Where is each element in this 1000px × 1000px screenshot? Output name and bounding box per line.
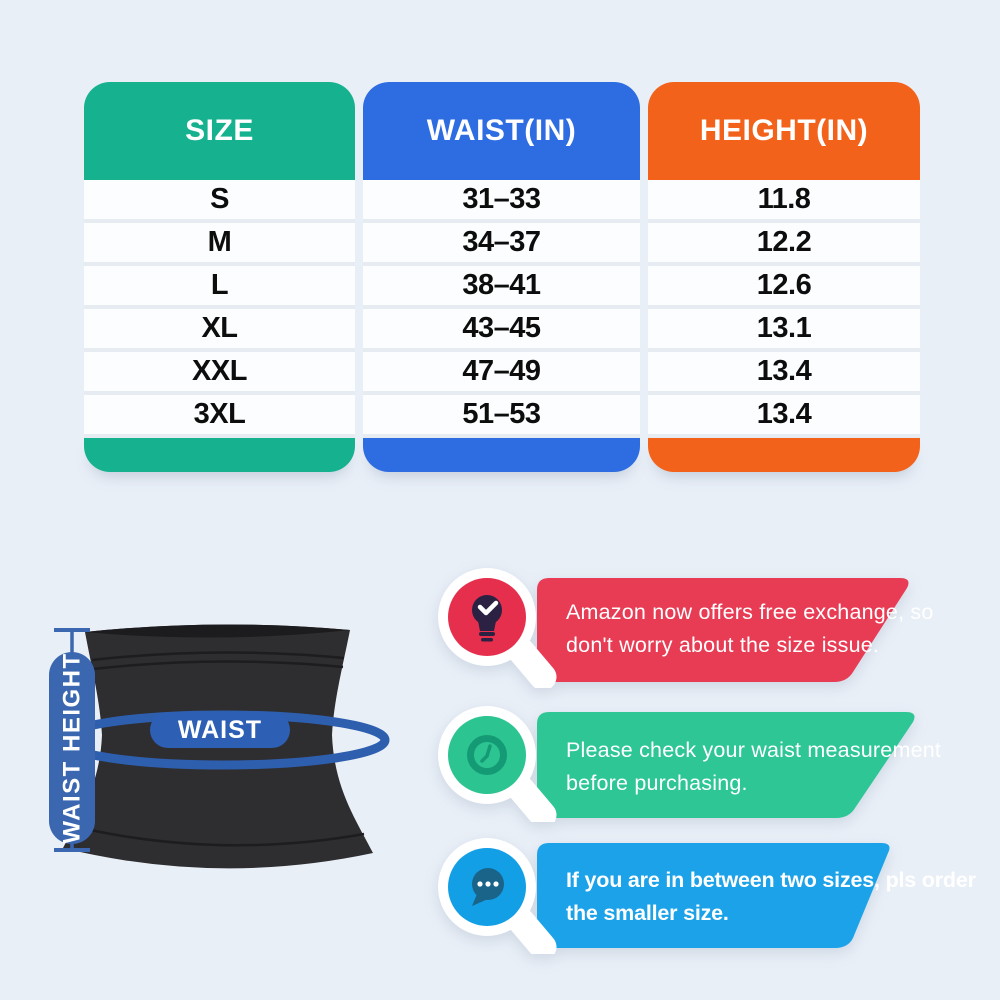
- height-cell: 11.8: [648, 180, 920, 223]
- waist-cell: 38–41: [363, 266, 640, 309]
- callout-text: [566, 596, 942, 662]
- size-cell: L: [84, 266, 355, 309]
- column-footer-height: [648, 438, 920, 472]
- height-cell: 13.4: [648, 352, 920, 395]
- waist-trainer-diagram: [18, 588, 458, 918]
- callout-text: [566, 864, 976, 930]
- height-cell: 12.2: [648, 223, 920, 266]
- callout-free-exchange: [430, 552, 960, 688]
- callout-line: the smaller size.: [566, 901, 729, 925]
- waist-label: WAIST: [177, 716, 263, 744]
- height-cell: 13.4: [648, 395, 920, 438]
- callout-check-measurement: [430, 686, 960, 822]
- height-cell: 12.6: [648, 266, 920, 309]
- waist-cell: 34–37: [363, 223, 640, 266]
- size-table: [84, 82, 920, 472]
- height-cell: 13.1: [648, 309, 920, 352]
- size-cell: M: [84, 223, 355, 266]
- callout-text: [566, 734, 942, 800]
- waist-cell: 51–53: [363, 395, 640, 438]
- column-header-height: HEIGHT(IN): [648, 82, 920, 180]
- column-footer-size: [84, 438, 355, 472]
- column-header-size: SIZE: [84, 82, 355, 180]
- callout-line: Please check your waist measurement: [566, 738, 942, 762]
- height-column: [648, 82, 920, 472]
- waist-cell: 47–49: [363, 352, 640, 395]
- waist-cell: 43–45: [363, 309, 640, 352]
- callout-line: If you are in between two sizes, pls order: [566, 868, 976, 892]
- icon-tail: [521, 651, 543, 677]
- waist-cell: 31–33: [363, 180, 640, 223]
- callout-line: before purchasing.: [566, 771, 748, 795]
- icon-tail: [521, 789, 543, 815]
- size-cell: S: [84, 180, 355, 223]
- icon-tail: [521, 921, 543, 947]
- size-column: [84, 82, 355, 472]
- callout-line: Amazon now offers free exchange, so: [566, 600, 934, 624]
- size-cell: XL: [84, 309, 355, 352]
- waist-column: [363, 82, 640, 472]
- size-cell: 3XL: [84, 395, 355, 438]
- column-footer-waist: [363, 438, 640, 472]
- callout-between-sizes: [430, 818, 976, 954]
- height-measure: [49, 630, 95, 850]
- column-header-waist: WAIST(IN): [363, 82, 640, 180]
- callout-line: don't worry about the size issue.: [566, 633, 880, 657]
- size-cell: XXL: [84, 352, 355, 395]
- waist-height-label: WAIST HEIGHT: [58, 652, 86, 844]
